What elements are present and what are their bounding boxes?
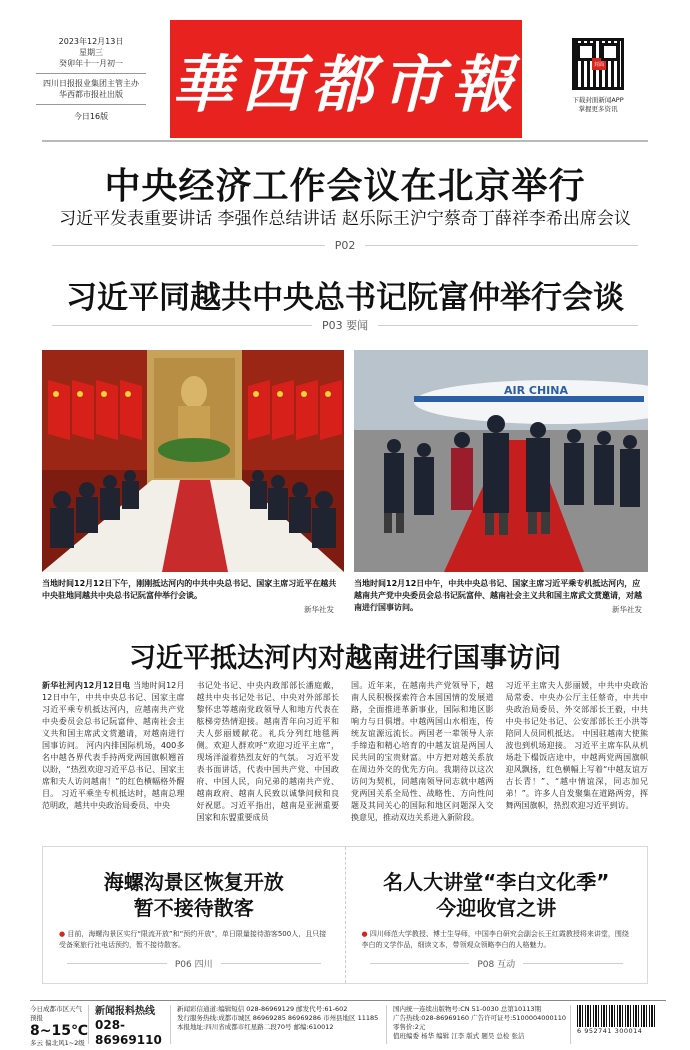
info-line: 本报地址:四川省成都市红星路二段70号 邮编:610012 — [177, 1023, 334, 1031]
article-column — [351, 680, 494, 830]
weather-label: 今日成都市区天气预报 — [30, 1005, 82, 1022]
arrival-photo-credit: 新华社发 — [612, 605, 642, 614]
publisher-line-2: 华西都市报社出版 — [59, 90, 123, 99]
barcode-block — [570, 1005, 666, 1044]
teaser-panel — [42, 846, 648, 984]
date-block — [36, 36, 146, 122]
lead-headline[interactable]: 中央经济工作会议在北京举行 — [104, 166, 586, 207]
plane-livery-text: AIR CHINA — [504, 384, 568, 397]
lunar-date: 癸卯年十一月初一 — [59, 59, 123, 68]
second-headline[interactable]: 习近平同越共中央总书记阮富仲举行会谈 — [66, 280, 624, 316]
article-column-text: 书记处书记、中央内政部部长潘庭戴，越共中央书记处书记、中央对外部部长黎怀忠等越南党政领导人和地方代表在舷梯旁热情迎接。越南青年向习近平和夫人彭丽媛献花。礼兵分列红地毯两侧。欢迎人群欢呼“欢迎习近平主席”，现场洋溢着热烈友好的气氛。 习近平发表书面讲话，代表中国共产党、中国政府、中国人民，向兄弟的越南共产党、越南政府、越南人民致以诚挚问候和良好祝愿。习近平指出，越南是亚洲重要国家和东盟重要成员 — [196, 681, 339, 822]
page-count: 今日16版 — [73, 112, 109, 121]
teaser-text-body: 目前，海螺沟景区实行“限流开放”和“预约开放”，单日限量接待游客500人，且只接受备案旅行社电话预约，暂不接待散客。 — [59, 930, 327, 949]
hotline-label: 新闻报料热线 — [95, 1006, 155, 1017]
masthead-divider — [42, 140, 648, 142]
teaser-text-body: 四川师范大学教授、博士生导师，中国李白研究会副会长王红霞教授将来讲堂，围绕李白的文学作品，细读文本，带领观众领略李白的人格魅力。 — [361, 930, 629, 949]
meeting-photo-caption: 当地时间12月12日下午，刚刚抵达河内的中共中央总书记、国家主席习近平在越共中央驻地同越共中央总书记阮富仲举行会谈。 — [42, 579, 337, 600]
arrival-photo — [354, 350, 648, 572]
date-divider — [36, 73, 146, 74]
info-line: 值班编委 杨华 编辑 江李 版式 题昊 总检 张洁 — [393, 1032, 525, 1040]
qr-caption-line-1: 下载封面新闻APP — [572, 96, 624, 104]
article-body — [42, 680, 648, 830]
third-headline[interactable]: 习近平抵达河内对越南进行国事访问 — [129, 643, 561, 674]
teaser-box-hailuogou[interactable] — [43, 847, 345, 983]
dateline: 新华社河内12月12日电 — [42, 681, 131, 690]
info-line: 发行服务热线:成都市城区 86969285 86969286 市州县地区 11185 — [177, 1014, 379, 1022]
newspaper-logo — [170, 20, 522, 138]
teaser-text — [362, 929, 632, 951]
bullet-icon: ● — [59, 930, 66, 938]
lead-page-ref-label: P02 — [334, 238, 356, 252]
hotline-block — [88, 1005, 170, 1047]
teaser-title: 名人大讲堂“李白文化季” — [383, 870, 610, 894]
publisher-divider — [36, 104, 146, 105]
publisher-line-1: 四川日报报业集团主管主办 — [43, 79, 139, 88]
lead-subhead: 习近平发表重要讲话 李强作总结讲话 赵乐际王沪宁蔡奇丁薛祥李希出席会议 — [59, 209, 631, 229]
article-column — [506, 680, 649, 830]
teaser-text — [59, 929, 329, 951]
barcode-icon — [577, 1005, 657, 1027]
teaser-title-line-2: 暂不接待散客 — [133, 896, 254, 920]
teaser-page-ref-label: P06 四川 — [174, 959, 213, 970]
meeting-photo-illustration — [42, 350, 344, 572]
second-page-ref[interactable] — [42, 318, 648, 332]
article-column-text: 当地时间12月12日中午，中共中央总书记、国家主席习近平乘专机抵达河内，应越南共产党中央委员会总书记阮富仲、越南社会主义共和国主席武文赏邀请，对越南进行国事访问。 河内内排国际机场，400多名中越各界代表手持两党两国旗帜翘首以盼，“热烈欢迎习近平总书记、国家主席和夫人访问越南！”的红色横幅格外醒目。 习近平乘坐专机抵达时，越南总理范明政，越共中央政治局委员、中央 — [42, 681, 185, 810]
article-column — [197, 680, 340, 830]
qr-code-icon[interactable] — [572, 38, 624, 90]
issue-date: 2023年12月13日 — [58, 37, 124, 46]
teaser-page-ref-label: P08 互动 — [477, 959, 516, 970]
second-page-ref-label: P03 要闻 — [321, 319, 369, 332]
info-line: 新闻彩信通道:编辑短信 028-86969129 邮发代号:61-602 — [177, 1005, 348, 1013]
article-column — [42, 680, 185, 830]
logo-text: 華西都市報 — [170, 47, 521, 121]
arrival-photo-illustration — [354, 350, 648, 572]
teaser-page-ref[interactable] — [59, 957, 329, 969]
info-line: 广告热线:028-86969160 广告许可证号:5100004000110 零售价:2元 — [393, 1014, 567, 1031]
lead-page-ref[interactable] — [42, 238, 648, 252]
qr-caption — [560, 96, 636, 114]
barcode-number: 6 952741 300014 — [577, 1027, 643, 1035]
arrival-photo-caption: 当地时间12月12日中午，中共中央总书记、国家主席习近平乘专机抵达河内，应越南共产党中央委员会总书记阮富仲、越南社会主义共和国主席武文赏邀请，对越南进行国事访问。 — [354, 579, 642, 612]
issue-weekday: 星期三 — [79, 48, 103, 57]
weather-block — [30, 1005, 88, 1047]
qr-caption-line-2: 掌握更多资讯 — [578, 105, 618, 113]
meeting-photo — [42, 350, 344, 572]
registration-info — [386, 1005, 570, 1044]
teaser-box-libai[interactable] — [345, 847, 648, 983]
article-column-text: 习近平主席夫人彭丽媛，中共中央政治局常委、中央办公厅主任蔡奇，中共中央政治局委员、外交部部长王毅，中共中央书记处书记、公安部部长王小洪等陪同人员同机抵达。 中国驻越南大使熊波也到机场迎接。 习近平主席车队从机场赴下榻饭店途中，中越两党两国旗帜迎风飘扬，红色横幅上写着“中越友谊万古长青！”、“越中情谊深，同志加兄弟！”。许多人自发聚集在道路两旁，挥舞两国旗帜，热烈欢迎习近平到访。 — [505, 681, 648, 810]
qr-center-badge: 封面 — [592, 58, 606, 70]
meeting-photo-credit: 新华社发 — [304, 605, 334, 614]
publisher-info — [170, 1005, 386, 1044]
temperature: 8~15℃ — [30, 1023, 88, 1039]
footer — [30, 1000, 666, 1047]
teaser-title: 海螺沟景区恢复开放 — [103, 870, 284, 894]
weather-description: 多云 偏北风1~2级 — [30, 1039, 85, 1047]
teaser-page-ref[interactable] — [362, 957, 632, 969]
teaser-title-line-2: 今迎收官之讲 — [436, 896, 557, 920]
info-line: 国内统一连续出版物号:CN 51-0030 总第10113期 — [393, 1005, 542, 1013]
hotline-number[interactable]: 028-86969110 — [95, 1018, 162, 1047]
masthead — [0, 0, 690, 140]
article-column-text: 国。近年来，在越南共产党领导下，越南人民积极探索符合本国国情的发展道路，全面推进革新事业，国际和地区影响力与日俱增。中越两国山水相连，传统友谊源远流长。两国老一辈领导人亲手缔造和精心培育的中越友谊是两国人民共同的宝贵财富。中方把对越关系放在周边外交的优先方向。我期待以这次访问为契机，同越南领导同志就中越两党两国关系全局性、战略性、方向性问题及其同关心的国际和地区问题深入交换意见，推动双边关系进入新阶段。 — [351, 681, 494, 822]
bullet-icon: ● — [361, 930, 368, 938]
